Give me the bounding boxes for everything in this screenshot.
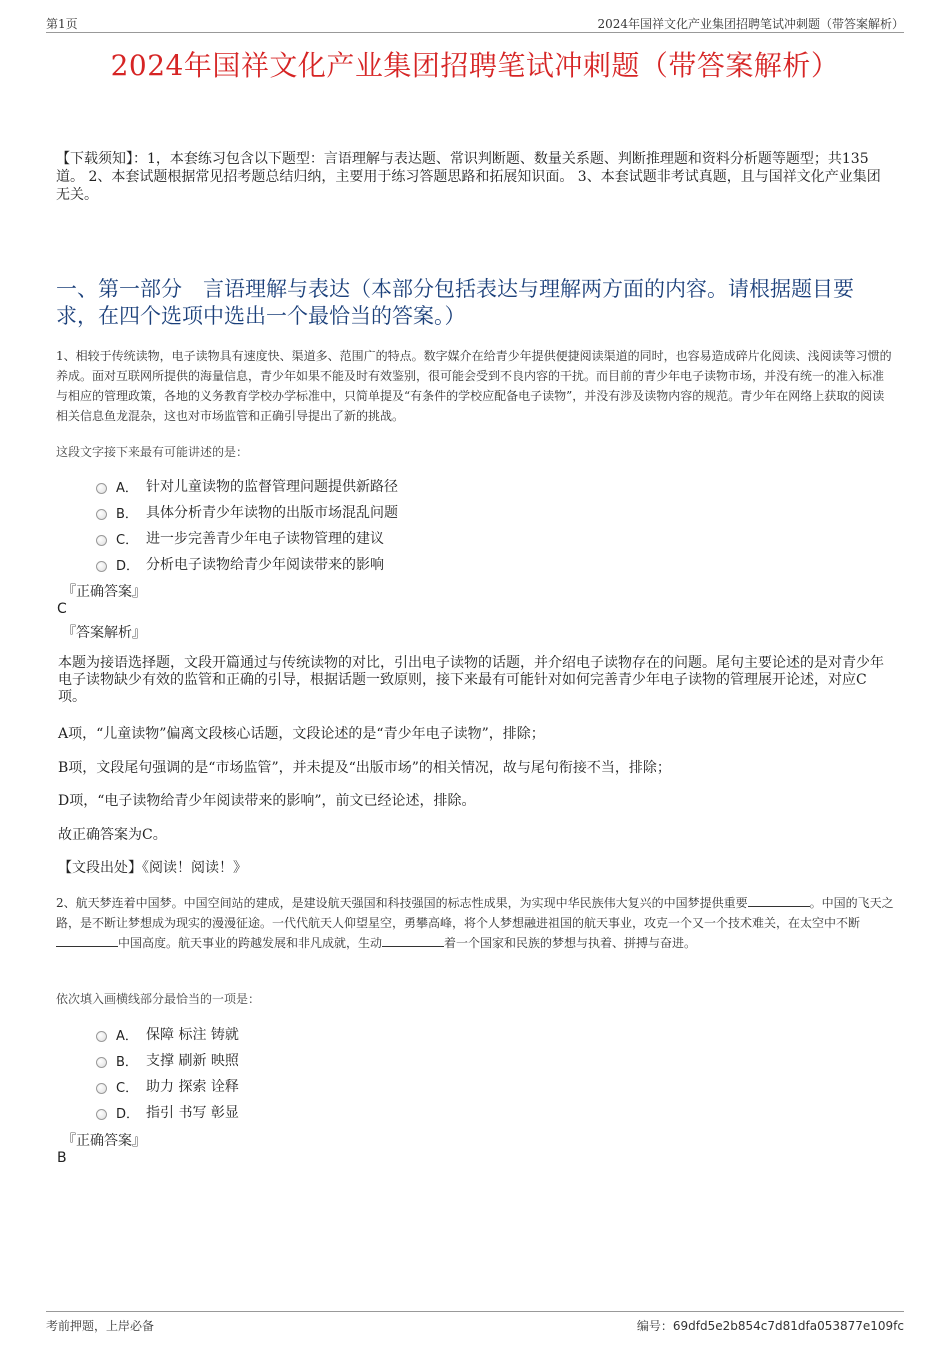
question-1-option-a[interactable]: A． 针对儿童读物的监督管理问题提供新路径 <box>96 473 398 499</box>
question-1-option-c[interactable]: C． 进一步完善青少年电子读物管理的建议 <box>96 525 398 551</box>
question-1-analysis-label: 『答案解析』 <box>62 625 146 641</box>
question-1-option-b[interactable]: B． 具体分析青少年读物的出版市场混乱问题 <box>96 499 398 525</box>
header-doc-title: 2024年国祥文化产业集团招聘笔试冲刺题（带答案解析） <box>597 17 904 31</box>
radio-icon[interactable] <box>96 1057 107 1068</box>
question-1-analysis-summary: 本题为接语选择题，文段开篇通过与传统读物的对比，引出电子读物的话题，并介绍电子读物存在的问题。尾句主要论述的是对青少年电子读物缺少有效的监管和正确的引导，根据话题一致原则，接下来最有可能针对如何完善青少年电子读物的管理展开论述，对应C项。 <box>58 655 884 705</box>
footer-code: 编号：69dfd5e2b854c7d81dfa053877e109fc <box>636 1319 904 1333</box>
question-2-option-a[interactable]: A． 保障 标注 铸就 <box>96 1021 239 1047</box>
radio-icon[interactable] <box>96 561 107 572</box>
question-1-text: 1、相较于传统读物，电子读物具有速度快、渠道多、范围广的特点。数字媒介在给青少年提供便捷阅读渠道的同时，也容易造成碎片化阅读、浅阅读等习惯的养成。面对互联网所提供的海量信息，青少年如果不能及时有效鉴别，很可能会受到不良内容的干扰。而目前的青少年电子读物市场，并没有统一的准入标准与相应的管理政策，各地的义务教育学校办学标准中，只简单提及“有条件的学校应配备电子读物”，并没有涉及读物内容的规范。青少年在网络上获取的阅读相关信息鱼龙混杂，这也对市场监管和正确引导提出了新的挑战。 <box>56 349 892 423</box>
document-title: 2024年国祥文化产业集团招聘笔试冲刺题（带答案解析） <box>110 49 840 82</box>
question-1-answer: C <box>57 601 67 617</box>
fill-blank[interactable] <box>748 895 810 907</box>
question-2-option-c[interactable]: C． 助力 探索 诠释 <box>96 1073 239 1099</box>
question-1-option-d[interactable]: D． 分析电子读物给青少年阅读带来的影响 <box>96 551 398 577</box>
question-2-option-d[interactable]: D． 指引 书写 彰显 <box>96 1099 239 1125</box>
question-2-text: 2、航天梦连着中国梦。中国空间站的建成，是建设航天强国和科技强国的标志性成果，为实现中华民族伟大复兴的中国梦提供重要 。中国的飞天之路，是不断让梦想成为现实的漫漫征途。一代代航天人仰望星空，勇攀高峰，将个人梦想融进祖国的航天事业，攻克一个又一个技术难关，在太空中不断中国高度。航天事业的跨越发展和非凡成就，生动 着一个国家和民族的梦想与执着、拼搏与奋进。 <box>56 896 894 950</box>
question-1-analysis-d: D项，“电子读物给青少年阅读带来的影响”，前文已经论述，排除。 <box>58 793 476 809</box>
question-1-options <box>96 473 398 577</box>
question-1-analysis-a: A项，“儿童读物”偏离文段核心话题，文段论述的是“青少年电子读物”，排除； <box>58 726 545 742</box>
footer-slogan: 考前押题，上岸必备 <box>46 1319 155 1333</box>
radio-icon[interactable] <box>96 483 107 494</box>
page-footer <box>46 1311 904 1336</box>
section-heading: 一、第一部分 言语理解与表达（本部分包括表达与理解两方面的内容。请根据题目要求，在四个选项中选出一个最恰当的答案。） <box>56 277 854 328</box>
question-1-prompt: 这段文字接下来最有可能讲述的是： <box>56 445 249 459</box>
fill-blank[interactable] <box>56 935 118 947</box>
question-1-answer-label: 『正确答案』 <box>62 584 146 600</box>
radio-icon[interactable] <box>96 1083 107 1094</box>
question-2-answer: B <box>57 1150 67 1166</box>
question-2-option-b[interactable]: B． 支撑 刷新 映照 <box>96 1047 239 1073</box>
radio-icon[interactable] <box>96 509 107 520</box>
radio-icon[interactable] <box>96 1109 107 1120</box>
question-1-conclusion: 故正确答案为C。 <box>58 827 167 843</box>
radio-icon[interactable] <box>96 535 107 546</box>
radio-icon[interactable] <box>96 1031 107 1042</box>
page-number: 第1页 <box>46 17 78 31</box>
download-notice: 【下载须知】：1，本套练习包含以下题型：言语理解与表达题、常识判断题、数量关系题、判断推理题和资料分析题等题型；共135道。 2、本套试题根据常见招考题总结归纳，主要用于练习答题思路和拓展知识面。 3、本套试题非考试真题，且与国祥文化产业集团无关。 <box>56 151 881 203</box>
fill-blank[interactable] <box>382 935 444 947</box>
question-1-analysis-b: B项，文段尾句强调的是“市场监管”，并未提及“出版市场”的相关情况，故与尾句衔接不当，排除； <box>58 760 671 776</box>
question-2-answer-label: 『正确答案』 <box>62 1133 146 1149</box>
question-2-prompt: 依次填入画横线部分最恰当的一项是： <box>56 992 261 1006</box>
page-header <box>46 12 904 33</box>
question-2-options <box>96 1021 239 1125</box>
question-1-source: 【文段出处】《阅读！阅读！》 <box>58 860 247 876</box>
